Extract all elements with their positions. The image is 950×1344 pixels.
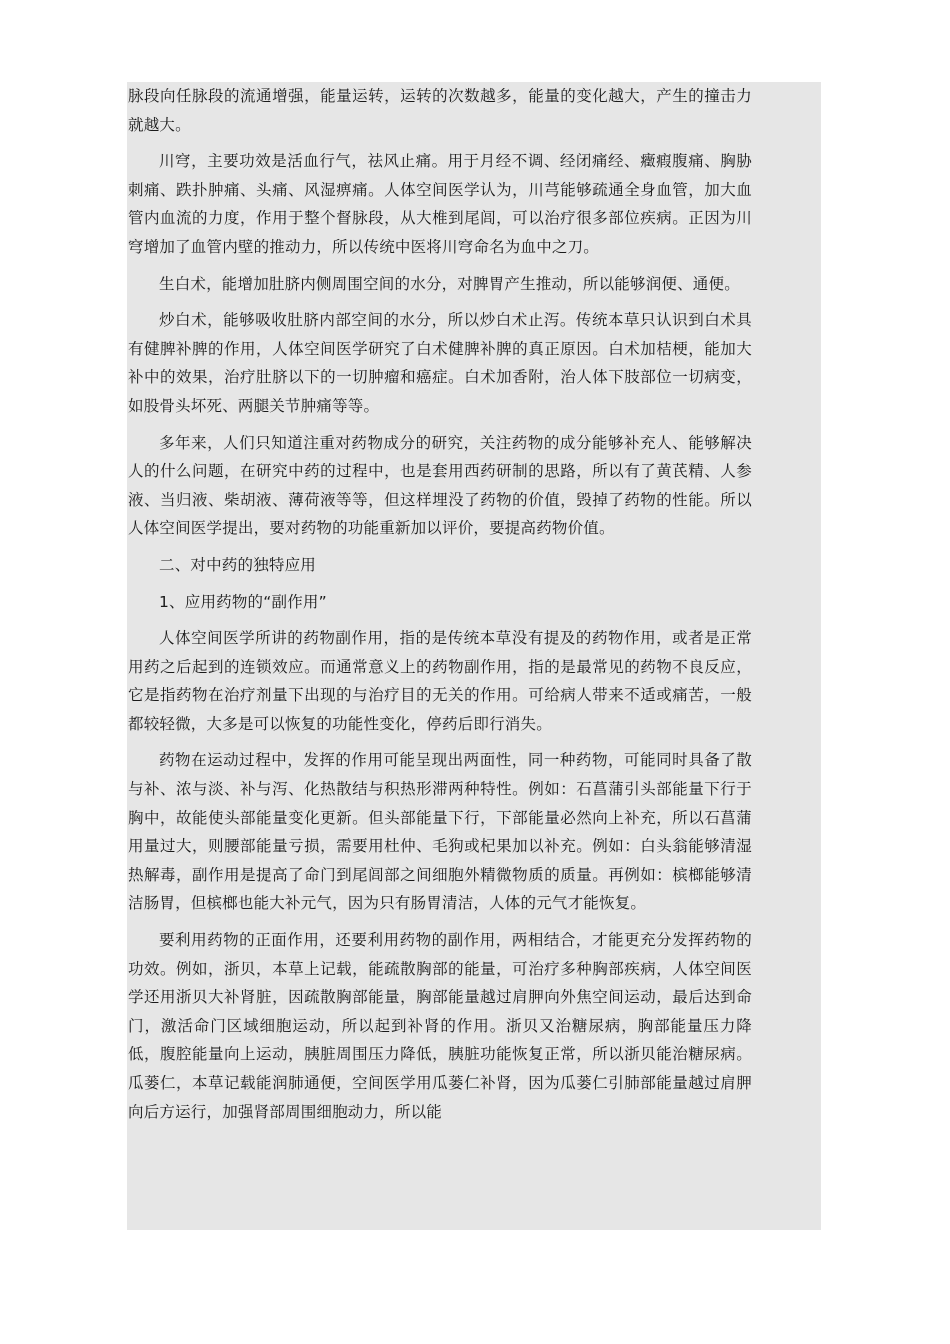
paragraph-dual-nature: 药物在运动过程中，发挥的作用可能呈现出两面性，同一种药物，可能同时具备了散与补、浓与淡、补与泻、化热散结与积热形滞两种特性。例如：石菖蒲引头部能量下行于胸中，故能使头部能量变化更新。但头部能量下行，下部能量必然向上补充，所以石菖蒲用量过大，则腰部能量亏损，需要用杜仲、毛狗或杞果加以补充。例如：白头翁能够清湿热解毒，副作用是提高了命门到尾闾部之间细胞外精微物质的质量。再例如：槟榔能够清洁肠胃，但槟榔也能大补元气，因为只有肠胃清洁，人体的元气才能恢复。 — [128, 751, 752, 913]
paragraph-side-effects-definition: 人体空间医学所讲的药物副作用，指的是传统本草没有提及的药物作用，或者是正常用药之后起到的连锁效应。而通常意义上的药物副作用，指的是最常见的药物不良反应，它是指药物在治疗剂量下出现的与治疗目的无关的作用。可给病人带来不适或痛苦，一般都较轻微，大多是可以恢复的功能性变化，停药后即行消失。 — [128, 629, 752, 733]
paragraph-chao-baizhu: 炒白术，能够吸收肚脐内部空间的水分，所以炒白术止泻。传统本草只认识到白术具有健脾补脾的作用，人体空间医学研究了白术健脾补脾的真正原因。白术加桔梗，能加大补中的效果，治疗肚脐以下的一切肿瘤和癌症。白术加香附，治人体下肢部位一切病变，如股骨头坏死、两腿关节肿痛等等。 — [128, 311, 752, 415]
paragraph-drug-research: 多年来，人们只知道注重对药物成分的研究，关注药物的成分能够补充人、能够解决人的什么问题，在研究中药的过程中，也是套用西药研制的思路，所以有了黄芪精、人参液、当归液、柴胡液、薄荷液等等，但这样埋没了药物的价值，毁掉了药物的性能。所以人体空间医学提出，要对药物的功能重新加以评价，要提高药物价值。 — [128, 433, 752, 538]
paragraph-combined-use: 要利用药物的正面作用，还要利用药物的副作用，两相结合，才能更充分发挥药物的功效。例如，浙贝，本草上记载，能疏散胸部的能量，可治疗多种胸部疾病，人体空间医学还用浙贝大补肾脏，因疏散胸部能量，胸部能量越过肩胛向外焦空间运动，最后达到命门，激活命门区域细胞运动，所以起到补肾的作用。浙贝又治糖尿病，胸部能量压力降低，腹腔能量向上运动，胰脏周围压力降低，胰脏功能恢复正常，所以浙贝能治糖尿病。瓜蒌仁，本草记载能润肺通便，空间医学用瓜蒌仁补肾，因为瓜蒌仁引肺部能量越过肩胛向后方运行，加强肾部周围细胞动力，所以能 — [128, 931, 752, 1121]
paragraph-sheng-baizhu: 生白术，能增加肚脐内侧周围空间的水分，对脾胃产生推动，所以能够润便、通便。 — [159, 274, 740, 293]
paragraph-chuanxiong: 川穹，主要功效是活血行气，祛风止痛。用于月经不调、经闭痛经、癥瘕腹痛、胸胁刺痛、跌扑肿痛、头痛、风湿痹痛。人体空间医学认为，川芎能够疏通全身血管，加大血管内血流的力度，作用于整个督脉段，从大椎到尾闾，可以治疗很多部位疾病。正因为川穹增加了血管内壁的推动力，所以传统中医将川穹命名为血中之刀。 — [128, 152, 752, 256]
section-heading: 二、对中药的独特应用 — [159, 555, 317, 574]
paragraph-continuation: 脉段向任脉段的流通增强，能量运转，运转的次数越多，能量的变化越大，产生的撞击力就越大。 — [128, 87, 752, 134]
document-body — [128, 82, 752, 1134]
subsection-heading: 1、应用药物的“副作用” — [159, 592, 327, 611]
